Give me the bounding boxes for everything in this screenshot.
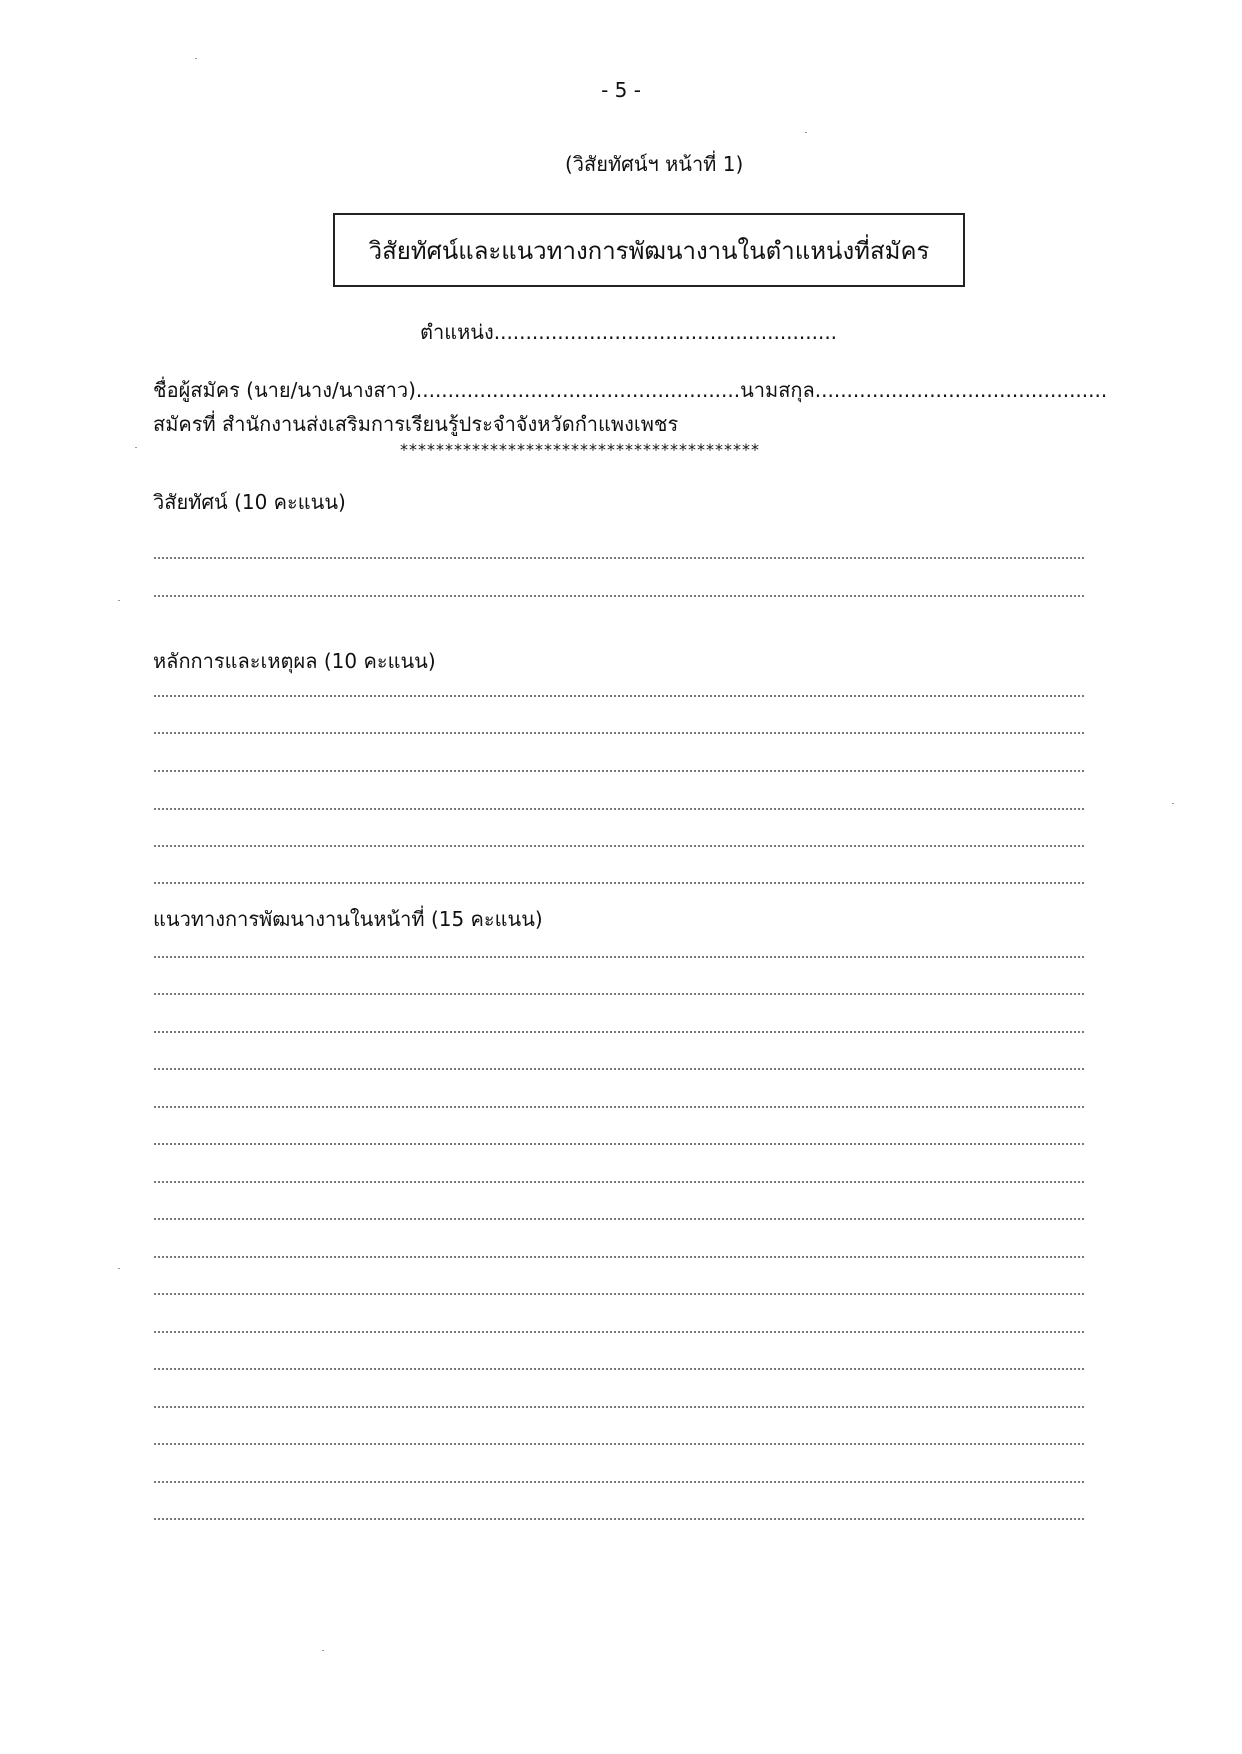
answer-line[interactable] <box>153 956 1085 958</box>
scan-speck <box>1172 803 1174 804</box>
answer-line[interactable] <box>153 595 1085 597</box>
apply-at-line: สมัครที่ สำนักงานส่งเสริมการเรียนรู้ประจำจังหวัดกำแพงเพชร <box>153 412 679 436</box>
answer-line[interactable] <box>153 1031 1085 1033</box>
answer-line[interactable] <box>153 1518 1085 1520</box>
answer-line[interactable] <box>153 1143 1085 1145</box>
scan-speck <box>805 132 807 133</box>
answer-line[interactable] <box>153 1181 1085 1183</box>
position-field[interactable]: ตำแหน่ง...................................................... <box>420 320 838 344</box>
scan-speck <box>195 58 197 59</box>
scan-speck <box>322 1650 324 1651</box>
answer-line[interactable] <box>153 1068 1085 1070</box>
title-box <box>333 213 965 287</box>
section-heading-development: แนวทางการพัฒนางานในหน้าที่ (15 คะแนน) <box>153 907 543 931</box>
page-subtitle: (วิสัยทัศน์ฯ หน้าที่ 1) <box>565 152 744 176</box>
scan-speck <box>118 1268 120 1269</box>
answer-line[interactable] <box>153 1256 1085 1258</box>
applicant-name-field[interactable]: ชื่อผู้สมัคร (นาย/นาง/นางสาว)...................................................นามสกุล.............................................. <box>153 378 1108 402</box>
answer-line[interactable] <box>153 1331 1085 1333</box>
answer-line[interactable] <box>153 770 1085 772</box>
section-heading-vision: วิสัยทัศน์ (10 คะแนน) <box>153 490 346 514</box>
answer-line[interactable] <box>153 882 1085 884</box>
scan-speck <box>118 600 120 601</box>
answer-line[interactable] <box>153 1368 1085 1370</box>
page-number: - 5 - <box>601 78 641 102</box>
answer-line[interactable] <box>153 557 1085 559</box>
answer-line[interactable] <box>153 1218 1085 1220</box>
answer-line[interactable] <box>153 1443 1085 1445</box>
scan-speck <box>135 447 137 448</box>
separator-stars: **************************************** <box>400 440 760 459</box>
answer-line[interactable] <box>153 695 1085 697</box>
document-title: วิสัยทัศน์และแนวทางการพัฒนางานในตำแหน่งที่สมัคร <box>368 236 930 265</box>
answer-line[interactable] <box>153 1106 1085 1108</box>
answer-line[interactable] <box>153 808 1085 810</box>
answer-line[interactable] <box>153 1481 1085 1483</box>
section-heading-principles: หลักการและเหตุผล (10 คะแนน) <box>153 649 436 673</box>
answer-line[interactable] <box>153 1293 1085 1295</box>
answer-line[interactable] <box>153 1406 1085 1408</box>
answer-line[interactable] <box>153 732 1085 734</box>
answer-line[interactable] <box>153 845 1085 847</box>
answer-line[interactable] <box>153 993 1085 995</box>
